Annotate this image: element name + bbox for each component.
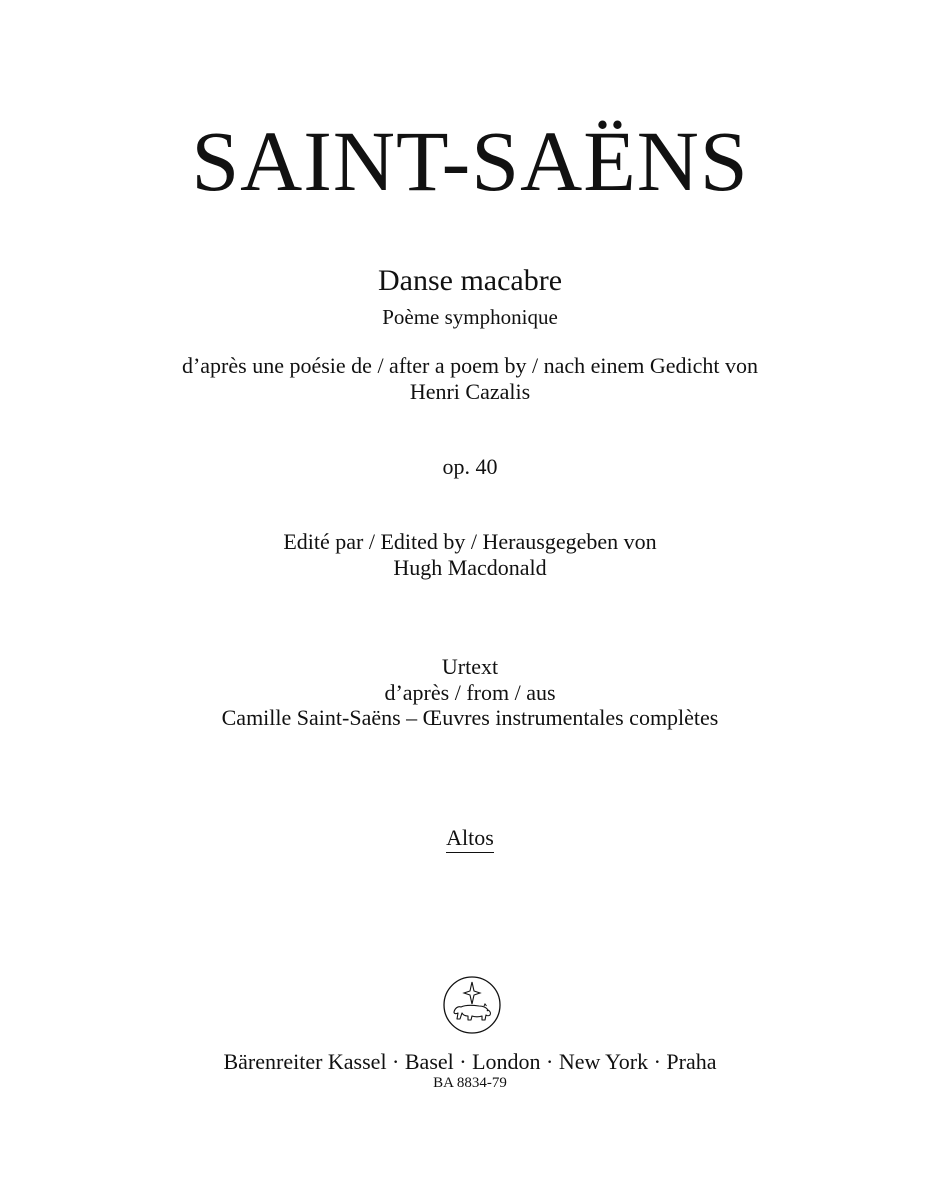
urtext-label: Urtext: [441, 654, 499, 679]
edited-by-line: Edité par / Edited by / Herausgegeben von: [283, 529, 657, 554]
source-edition: Camille Saint-Saëns – Œuvres instrumentales complètes: [221, 705, 719, 730]
barenreiter-bear-star-logo-icon: [442, 975, 502, 1035]
work-subtitle: Poème symphonique: [382, 305, 558, 329]
work-title: Danse macabre: [377, 264, 563, 297]
composer-name: SAINT-SAËNS: [191, 113, 749, 209]
publisher-line: Bärenreiter Kassel · Basel · London · New York · Praha: [223, 1049, 717, 1074]
opus-number: op. 40: [442, 454, 498, 479]
part-label: Altos: [446, 827, 494, 853]
poet-name: Henri Cazalis: [409, 379, 531, 404]
after-poem-line: d’après une poésie de / after a poem by / nach einem Gedicht von: [181, 353, 759, 378]
from-line: d’après / from / aus: [384, 680, 556, 705]
catalog-number: BA 8834-79: [433, 1075, 507, 1091]
part-name: [0, 827, 940, 853]
editor-name: Hugh Macdonald: [393, 555, 547, 580]
